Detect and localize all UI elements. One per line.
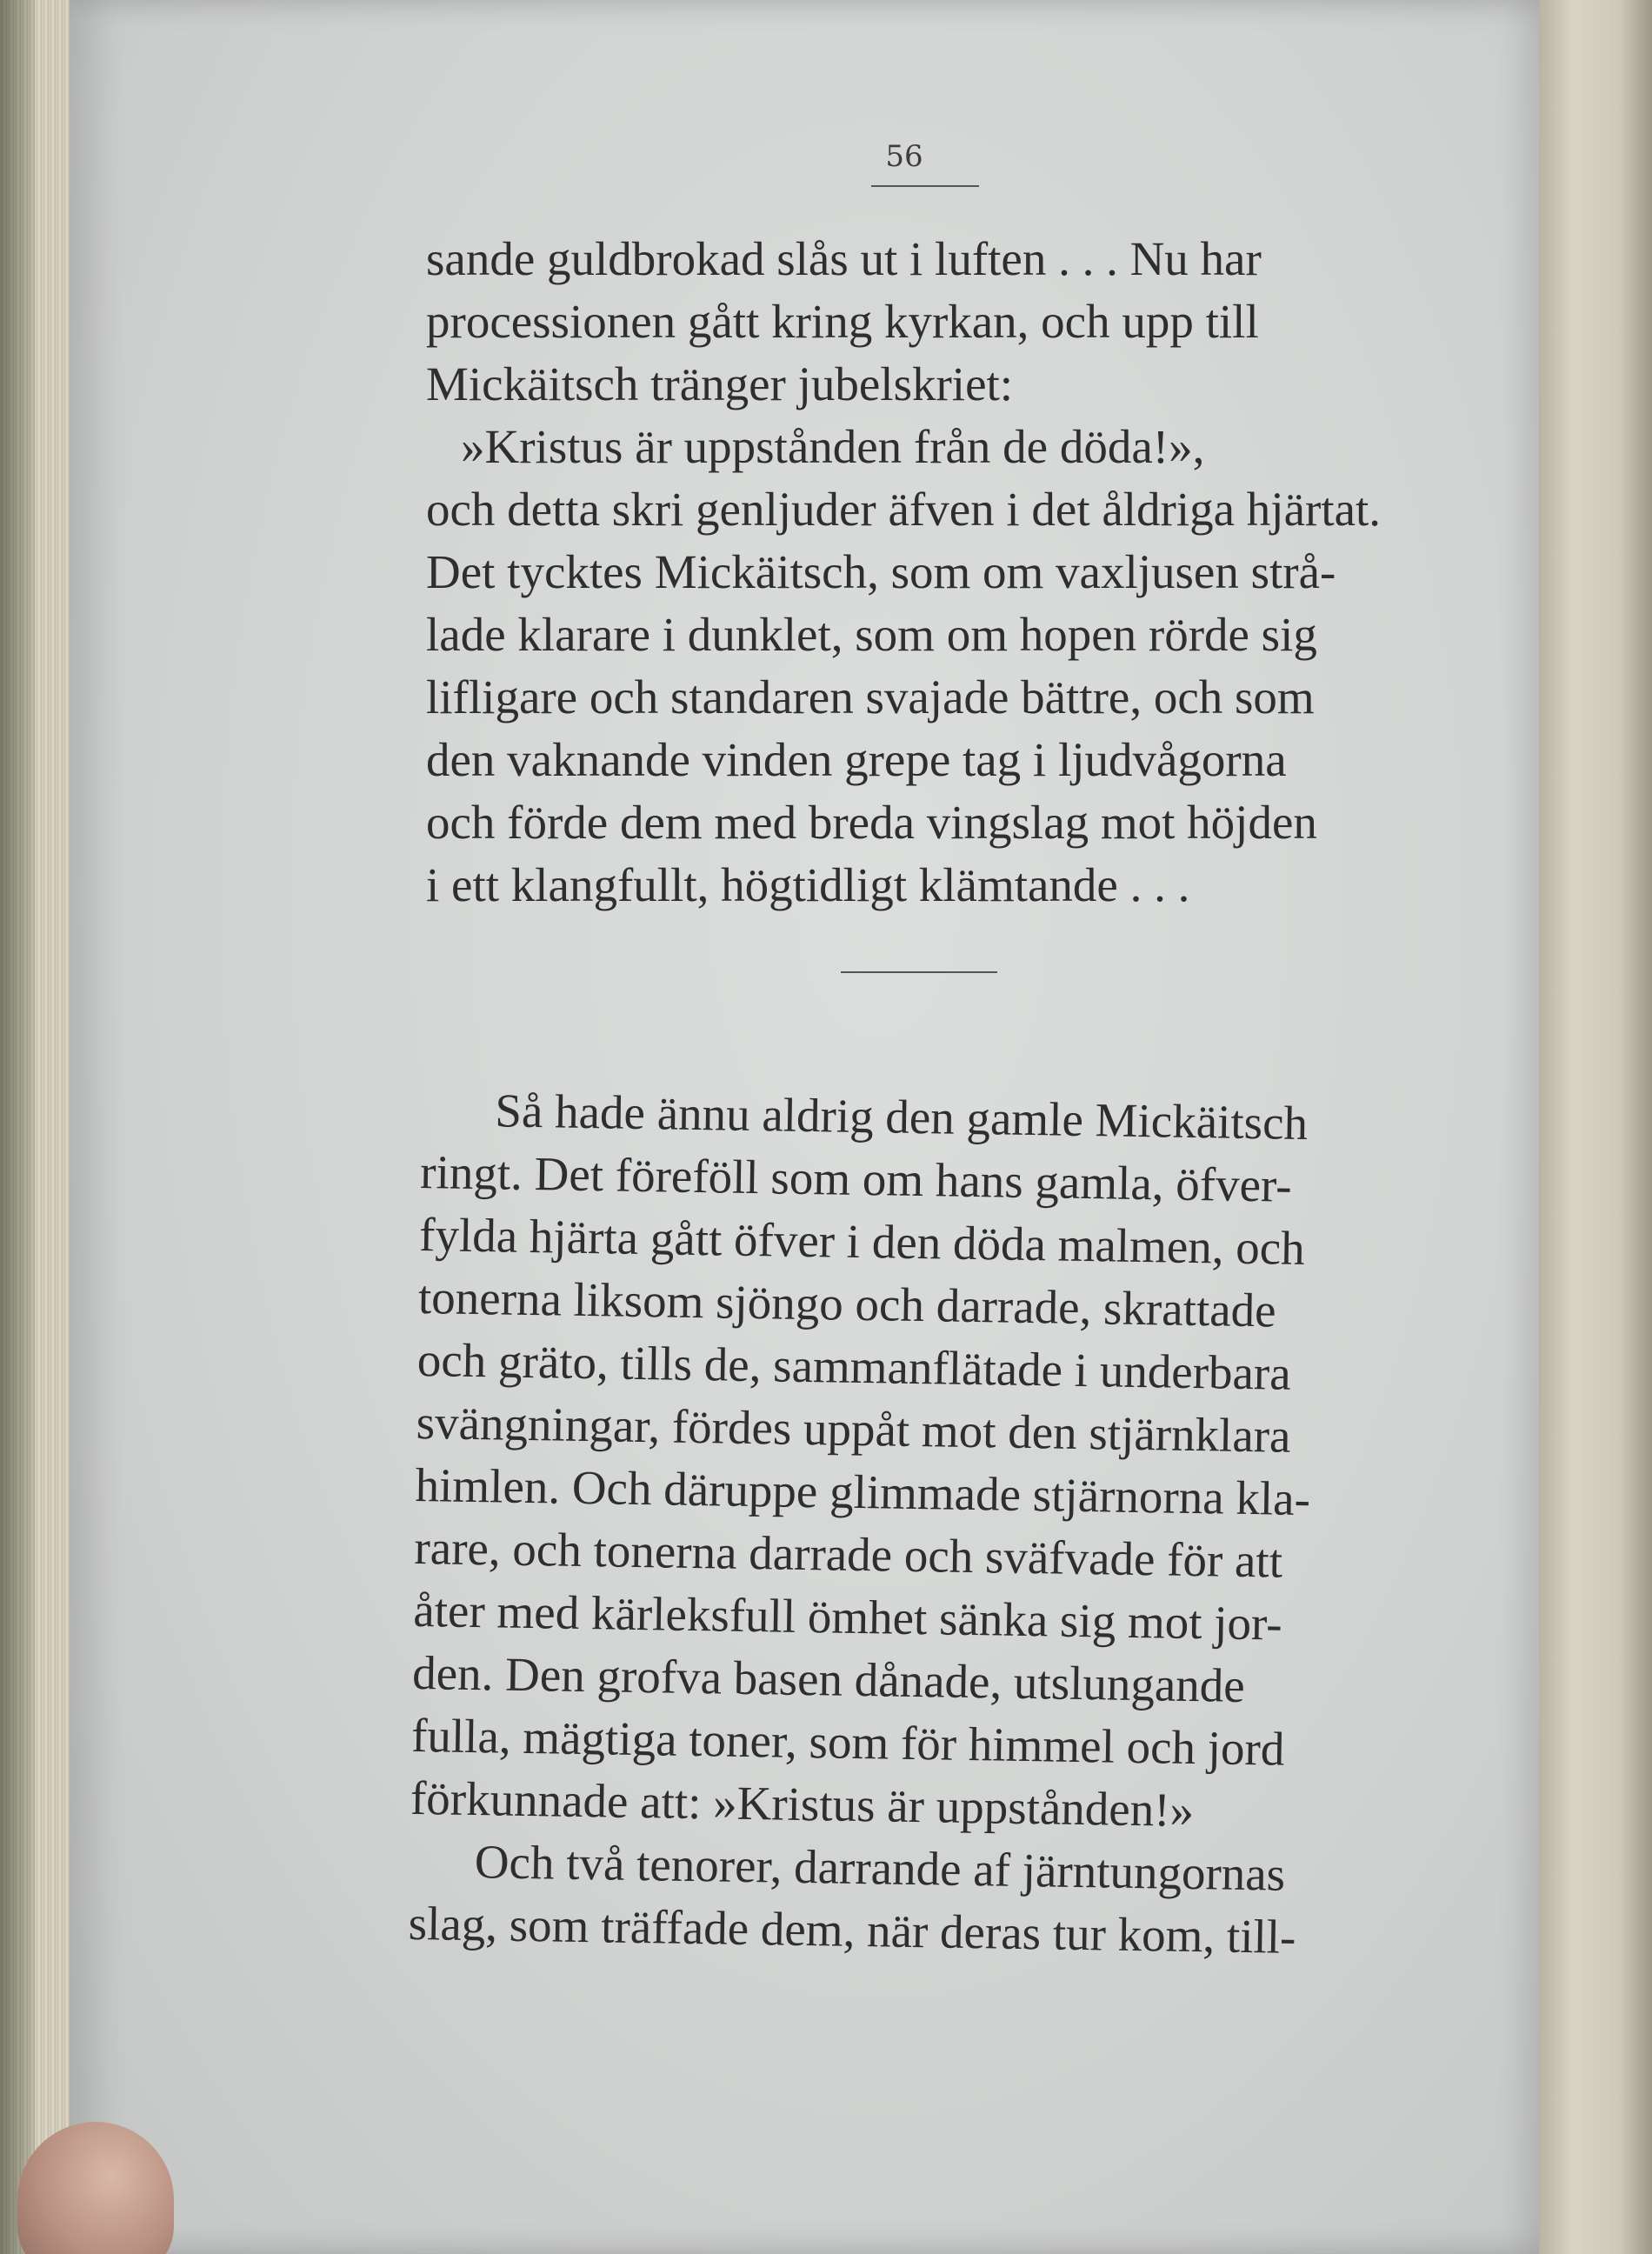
paragraph-2 xyxy=(408,1078,1443,1964)
text-line: åter med kärleksfull ömhet sänka sig mot jor- xyxy=(412,1583,1283,1650)
text-line: Det tycktes Mickäitsch, som om vaxljusen strå- xyxy=(426,545,1336,598)
text-line: fylda hjärta gått öfver i den döda malmen, och xyxy=(418,1207,1306,1275)
text-line: Och två tenorer, darrande af järntungornas xyxy=(474,1835,1286,1901)
text-line: »Kristus är uppstånden från de döda!», xyxy=(461,420,1205,473)
text-line: tonerna liksom sjöngo och darrade, skrattade xyxy=(417,1270,1277,1337)
text-line: och gräto, tills de, sammanflätade i underbara xyxy=(416,1332,1292,1400)
page-number: 56 xyxy=(885,139,923,174)
text-line: slag, som träffade dem, när deras tur kom, till- xyxy=(408,1896,1296,1964)
text-line: och detta skri genljuder äfven i det åldriga hjärtat. xyxy=(426,483,1382,536)
text-line: himlen. Och däruppe glimmade stjärnorna kla- xyxy=(415,1457,1311,1526)
text-line: i ett klangfullt, högtidligt klämtande . . . xyxy=(426,858,1190,911)
text-line: rare, och tonerna darrade och sväfvade för att xyxy=(414,1520,1283,1588)
text-line: och förde dem med breda vingslag mot höjden xyxy=(426,796,1317,849)
text-line: den vaknande vinden grepe tag i ljudvågorna xyxy=(426,733,1287,786)
text-line: ringt. Det föreföll som om hans gamla, öfver- xyxy=(419,1144,1293,1212)
text-line: Mickäitsch tränger jubelskriet: xyxy=(426,357,1014,410)
right-page-edges xyxy=(1539,0,1652,2254)
text-line: sande guldbrokad slås ut i luften . . . Nu har xyxy=(426,232,1262,285)
text-line: lifligare och standaren svajade bättre, och som xyxy=(426,670,1315,724)
text-line: den. Den grofva basen dånade, utslungande xyxy=(411,1645,1246,1712)
text-line: fulla, mägtiga toner, som för himmel och jord xyxy=(410,1708,1285,1776)
text-line: lade klarare i dunklet, som om hopen rörde sig xyxy=(426,608,1317,661)
book-page xyxy=(70,0,1539,2254)
section-divider xyxy=(841,971,997,973)
text-line: processionen gått kring kyrkan, och upp till xyxy=(426,295,1259,348)
text-line: svängningar, fördes uppåt mot den stjärnklara xyxy=(416,1395,1292,1463)
page-number-rule xyxy=(871,185,979,187)
text-line: förkunnade att: »Kristus är uppstånden!» xyxy=(410,1771,1195,1837)
text-line: Så hade ännu aldrig den gamle Mickäitsch xyxy=(494,1084,1309,1150)
